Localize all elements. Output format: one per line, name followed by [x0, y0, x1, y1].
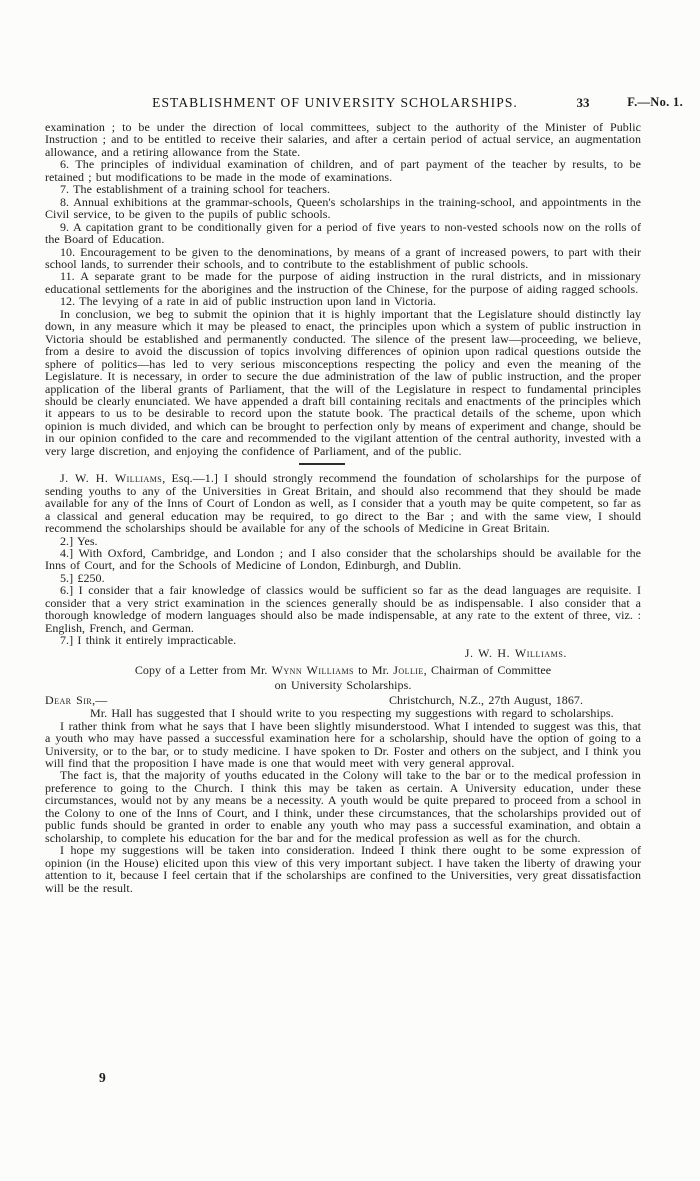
paper-number: F.—No. 1.	[627, 95, 683, 109]
letter-recipient-name: Jollie	[393, 663, 424, 678]
letter-heading-line1	[45, 663, 641, 678]
page-number: 33	[576, 95, 590, 110]
report-item-7: 7. The establishment of a training school for teachers.	[60, 182, 331, 197]
answer-6: 6.] I consider that a fair knowledge of classics would be sufficient so far as the dead languages are requisite. I consider that a very strict examination in the sciences generally should be as indispensable. I also consider that a thorough knowledge of modern languages should also be made indispensable, at any rate to the extent of three, viz. : English, French, and German.	[45, 583, 641, 635]
answers-opening-paragraph	[45, 472, 641, 534]
letter-dateline: Christchurch, N.Z., 27th August, 1867.	[388, 693, 583, 708]
salutation-text: Dear Sir	[45, 693, 93, 708]
answers-signature: J. W. H. Williams.	[464, 645, 567, 660]
report-item-12: 12. The levying of a rate in aid of public instruction upon land in Victoria.	[60, 294, 437, 309]
answer-2: 2.] Yes.	[60, 533, 98, 548]
running-title: ESTABLISHMENT OF UNIVERSITY SCHOLARSHIPS.	[152, 95, 518, 110]
printer-signature-mark: 9	[99, 1070, 106, 1085]
letter-paragraph-2: I rather think from what he says that I have been slightly misunderstood. What I intended to suggest was this, that a youth who may have passed a successful examination here for a scholarship, should have the option of going to a University, or to the bar, or to study medicine. I have spoken to Dr. Foster and others on the subject, and I think you will find that the proposition I have made is one that would meet with very general approval.	[45, 718, 641, 771]
witness-name: J. W. H. Williams	[60, 471, 163, 486]
letter-heading-pre: Copy of a Letter from Mr.	[134, 663, 272, 678]
report-item-8: 8. Annual exhibitions at the grammar-schools, Queen's scholarships in the training-school, and appointments in the Civil service, to be given to the pupils of public schools.	[45, 194, 641, 222]
report-item-11: 11. A separate grant to be made for the purpose of aiding instruction in the rural districts, and in missionary educational settlements for the aborigines and the instruction of the Chinese, for the purpose of aiding ragged schools.	[45, 269, 641, 296]
report-item-9: 9. A capitation grant to be conditionally given for a period of five years to non-vested schools now on the rolls of the Board of Education.	[45, 219, 641, 247]
answer-4: 4.] With Oxford, Cambridge, and London ; and I also consider that the scholarships should be available for the Inns of Court, and for the Schools of Medicine of London, Edinburgh, and Dublin.	[45, 545, 641, 573]
letter-paragraph-4: I hope my suggestions will be taken into consideration. Indeed I think there ought to be some expression of opinion (in the House) elicited upon this view of this very important subject. I have taken the liberty of drawing your attention to it, because I feel certain that if the scholarships are confined to the Universities, very great dissatisfaction will be the result.	[45, 843, 641, 895]
report-conclusion-paragraph: In conclusion, we beg to submit the opinion that it is highly important that the Legislature should distinctly lay down, in any measure which it may be pleased to enact, the principles upon which a system of public instruction in Victoria should be established and permanently conducted. The silence of the present law—proceeding, we believe, from a desire to avoid the discussion of topics involving differences of opinion upon radical questions outside the sphere of politics—has led to very serious misconceptions respecting the policy and even the meaning of the Legislature. It is necessary, in order to secure the due administration of the law of public instruction, and the proper application of the liberal grants of Parliament, that the will of the Legislature in respect to fundamental principles should be clearly enunciated. We have appended a draft bill containing recitals and enactments of the principles which it appears to us to be desirable to record upon the statute book. The practical details of the scheme, upon which opinion is much divided, and which can be brought to perfection only by means of experiment and change, should be in our opinion confided to the care and recommended to the vigilant attention of the central authority, invested with a very large discretion, and enjoying the confidence of Parliament, and of the public.	[45, 306, 641, 458]
letter-heading-mid: to Mr.	[353, 663, 394, 678]
salutation	[45, 693, 107, 707]
report-continuation-paragraph: examination ; to be under the direction of local committees, subject to the authority of the Minister of Public Instruction ; and to be entitled to receive their salaries, and after a certain period of actual service, an augmentation allowance, and a retiring allowance from the State.	[45, 120, 641, 159]
page-header	[0, 95, 700, 117]
letter-heading-post: , Chairman of Committee	[423, 663, 552, 678]
document-body	[45, 121, 641, 894]
letter-author-name: Wynn Williams	[271, 663, 354, 678]
salutation-row	[45, 693, 641, 707]
answer-5: 5.] £250.	[60, 570, 105, 585]
section-divider-rule	[299, 463, 345, 465]
answer-7: 7.] I think it entirely impracticable.	[60, 633, 237, 648]
letter-heading	[45, 663, 641, 692]
salutation-dash: ,—	[92, 693, 108, 708]
letter-heading-line2: on University Scholarships.	[274, 677, 412, 692]
report-item-10: 10. Encouragement to be given to the denominations, by means of a grant of increased powers, to part with their school lands, to surrender their schools, and to contribute to the establishment of public schools.	[45, 244, 641, 271]
letter-paragraph-1: Mr. Hall has suggested that I should write to you respecting my suggestions with regard to scholarships.	[90, 706, 614, 721]
letter-paragraph-3: The fact is, that the majority of youths educated in the Colony will take to the bar or to the medical profession in preference to going to the Church. I think this may be taken as certain. A University education, under these circumstances, would not by any means be a necessity. A youth would be quite prepared to proceed from a school in the Colony to one of the Inns of Court, and I think, under these circumstances, that the scholarships provided out of public funds should be granted in order to enable any youth who may pass a successful examination, and obtain a scholarship, to complete his education for the bar and for the medical profession as well as for the church.	[45, 768, 641, 845]
answers-opening-text: , Esq.—1.] I should strongly recommend the foundation of scholarships for the purpose of sending youths to any of the Universities in Great Britain, and should also recommend that they should be made available for any of the Inns of Court of London as well, as I consider that a youth may be quite competent, so far as a classical and general education may be required, to go direct to the Bar ; and with the same view, I should recommend the scholarships should be available for any of the schools of Medicine in Great Britain.	[45, 471, 641, 536]
report-item-6: 6. The principles of individual examination of children, and of part payment of the teacher by results, to be retained ; but modifications to be made in the mode of examinations.	[45, 157, 641, 184]
